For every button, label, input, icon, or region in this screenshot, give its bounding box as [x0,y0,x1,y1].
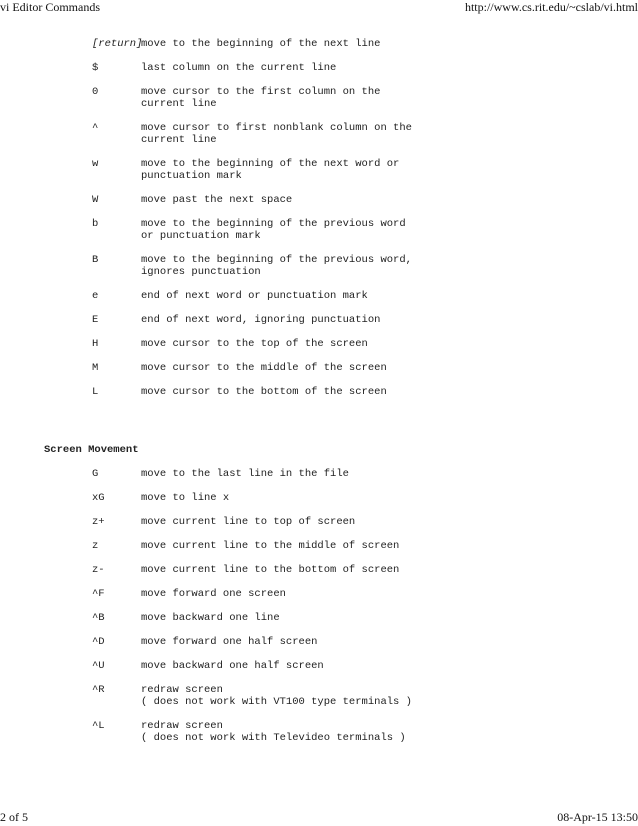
command-key: 0 [92,86,99,98]
command-key: W [92,194,99,206]
description-line: end of next word or punctuation mark [141,290,368,302]
description-line: move current line to the bottom of screen [141,564,400,576]
description-line: end of next word, ignoring punctuation [141,314,381,326]
command-description [141,720,621,744]
command-description [141,314,621,326]
description-line: current line [141,98,217,110]
command-description [141,612,621,624]
command-description [141,62,621,74]
description-line: move forward one half screen [141,636,318,648]
command-description [141,218,621,242]
description-line: move cursor to the bottom of the screen [141,386,387,398]
command-key: z [92,540,99,552]
command-key: e [92,290,99,302]
description-line: redraw screen [141,720,223,732]
description-line: move current line to the middle of screen [141,540,400,552]
command-key: xG [92,492,105,504]
command-description [141,38,621,50]
description-line: move to the beginning of the previous word [141,218,406,230]
command-key: $ [92,62,99,74]
description-line: move cursor to the first column on the [141,86,381,98]
description-line: move current line to top of screen [141,516,356,528]
command-key: [return] [92,38,143,50]
description-line: ignores punctuation [141,266,261,278]
command-key: ^R [92,684,105,696]
command-description [141,684,621,708]
command-description [141,468,621,480]
command-key: H [92,338,99,350]
description-line: move forward one screen [141,588,286,600]
description-line: current line [141,134,217,146]
command-description [141,338,621,350]
description-line: or punctuation mark [141,230,261,242]
description-line: move cursor to first nonblank column on the [141,122,412,134]
description-line: redraw screen [141,684,223,696]
command-description [141,660,621,672]
command-key: ^U [92,660,105,672]
command-description [141,158,621,182]
command-key: z- [92,564,105,576]
description-line: move backward one line [141,612,280,624]
command-description [141,122,621,146]
command-key: b [92,218,99,230]
description-line: move to the beginning of the next word or [141,158,400,170]
command-description [141,588,621,600]
command-key: z+ [92,516,105,528]
description-line: move to line x [141,492,230,504]
document-url: http://www.cs.rit.edu/~cslab/vi.html [464,0,638,14]
description-line: punctuation mark [141,170,242,182]
description-line: move cursor to the middle of the screen [141,362,387,374]
command-description [141,86,621,110]
description-line: ( does not work with Televideo terminals ) [141,732,406,744]
description-line: move past the next space [141,194,293,206]
command-key: L [92,386,99,398]
description-line: move backward one half screen [141,660,324,672]
command-key: G [92,468,99,480]
command-key: ^F [92,588,105,600]
command-key: B [92,254,99,266]
description-line: move to the last line in the file [141,468,349,480]
command-key: ^B [92,612,105,624]
command-description [141,362,621,374]
command-description [141,194,621,206]
command-key: M [92,362,99,374]
command-description [141,564,621,576]
description-line: move to the beginning of the next line [141,38,381,50]
description-line: ( does not work with VT100 type terminals ) [141,696,412,708]
description-line: last column on the current line [141,62,337,74]
command-description [141,540,621,552]
description-line: move cursor to the top of the screen [141,338,368,350]
command-description [141,254,621,278]
section-heading: Screen Movement [44,444,139,456]
command-description [141,516,621,528]
print-datetime: 08-Apr-15 13:50 [557,810,638,824]
command-description [141,636,621,648]
command-key: w [92,158,99,170]
command-description [141,492,621,504]
command-key: E [92,314,99,326]
command-key: ^ [92,122,99,134]
description-line: move to the beginning of the previous word, [141,254,412,266]
page-number: 2 of 5 [0,810,28,824]
command-key: ^D [92,636,105,648]
command-description [141,290,621,302]
command-key: ^L [92,720,105,732]
command-description [141,386,621,398]
document-title: vi Editor Commands [0,0,100,14]
